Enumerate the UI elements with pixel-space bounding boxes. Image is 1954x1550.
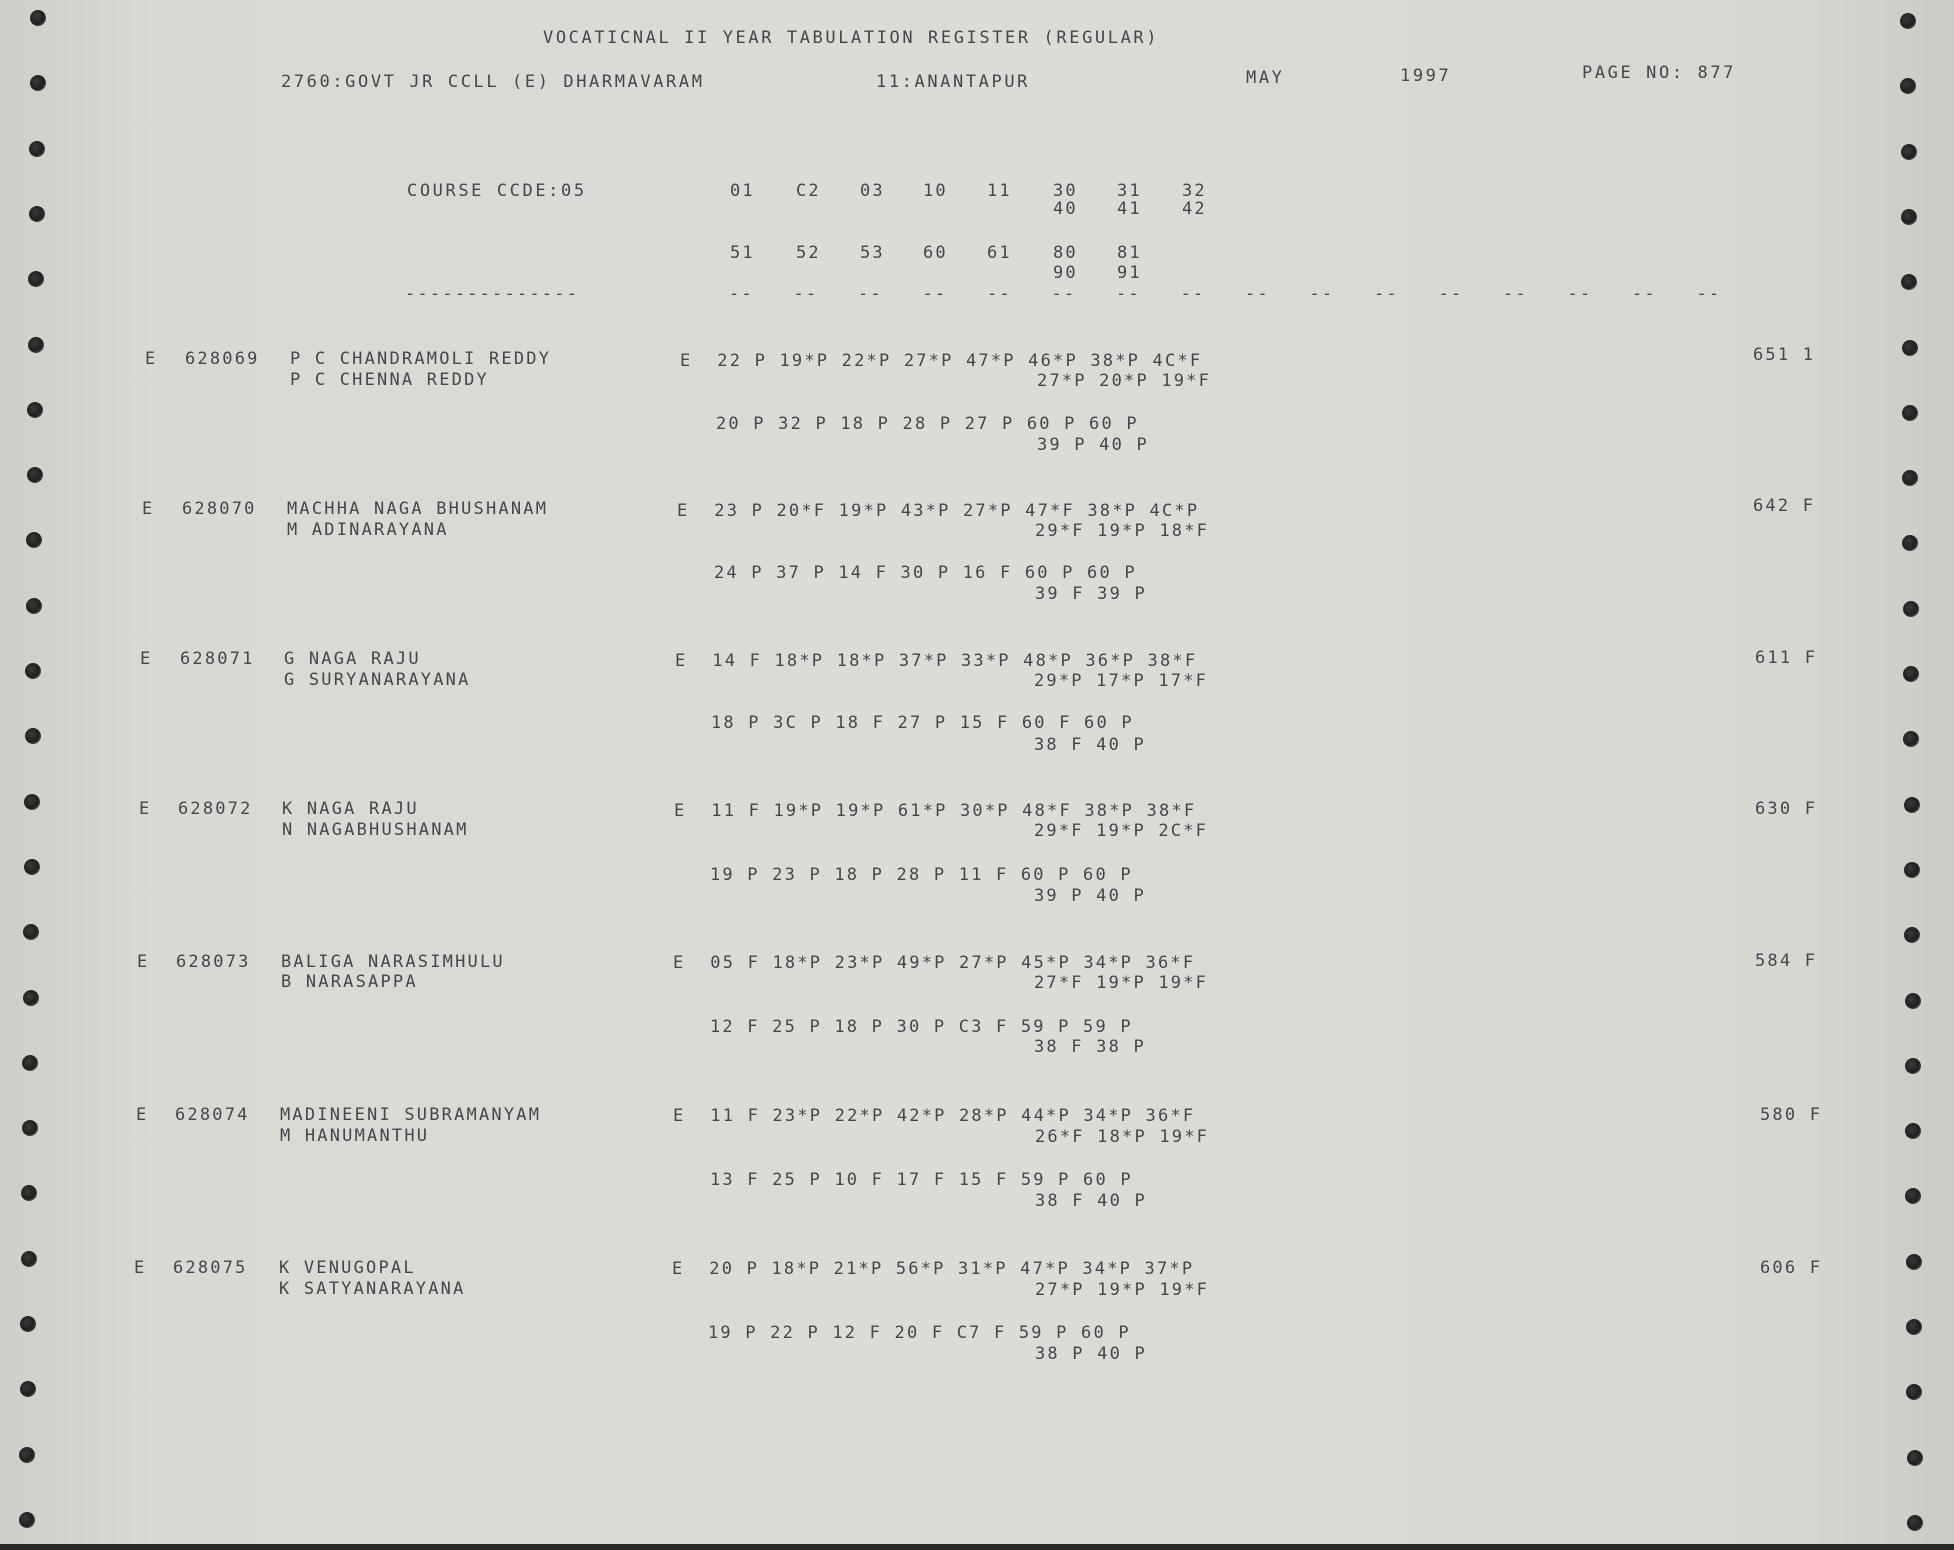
sprocket-hole (28, 271, 44, 287)
column-rule-dash: -- (1503, 284, 1528, 304)
marks-line-2b: 39 P 40 P (1037, 435, 1149, 455)
student-name: K VENUGOPAL (279, 1258, 416, 1278)
marks-line-1b: 27*P 20*P 19*F (1037, 371, 1212, 391)
student-record (0, 496, 1954, 619)
sprocket-hole (29, 206, 45, 222)
sprocket-hole (30, 10, 46, 26)
sprocket-hole (19, 1447, 35, 1463)
father-name: N NAGABHUSHANAM (282, 820, 469, 840)
column-rule-dash: -- (1374, 284, 1399, 304)
student-name: MACHHA NAGA BHUSHANAM (287, 499, 549, 519)
column-rule-dash: -- (1245, 284, 1270, 304)
label-rule: -------------- (405, 284, 580, 304)
register-number: 628069 (185, 349, 260, 369)
category: E (136, 1105, 149, 1125)
marks-line-1b: 29*F 19*P 2C*F (1034, 821, 1209, 841)
subject-code: 01 (730, 181, 755, 201)
column-rule-dash: -- (1180, 284, 1206, 304)
grand-total: 580 F (1760, 1105, 1823, 1125)
grand-total: 606 F (1760, 1258, 1823, 1278)
sprocket-hole (27, 467, 43, 483)
father-name: M ADINARAYANA (287, 520, 449, 540)
subject-code: 31 (1117, 181, 1142, 201)
marks-line-2: 18 P 3C P 18 F 27 P 15 F 60 F 60 P (711, 713, 1134, 733)
student-name: BALIGA NARASIMHULU (281, 952, 505, 972)
sprocket-hole (1901, 274, 1917, 290)
marks-line-1: E 05 F 18*P 23*P 49*P 27*P 45*P 34*P 36*F (673, 953, 1196, 973)
marks-line-2: 19 P 22 P 12 F 20 F C7 F 59 P 60 P (708, 1323, 1131, 1343)
student-name: P C CHANDRAMOLI REDDY (290, 349, 552, 369)
student-record (0, 799, 1954, 919)
marks-line-2: 20 P 32 P 18 P 28 P 27 P 60 P 60 P (716, 414, 1139, 434)
column-rule-dash: -- (729, 284, 754, 304)
register-number: 628073 (176, 952, 251, 972)
subject-code: 30 (1053, 181, 1078, 201)
subject-code: 51 (730, 243, 755, 263)
sprocket-hole (1907, 1515, 1923, 1531)
father-name: M HANUMANTHU (280, 1126, 430, 1146)
marks-line-1: E 14 F 18*P 18*P 37*P 33*P 48*P 36*P 38*F (675, 651, 1198, 671)
marks-line-1b: 27*F 19*P 19*F (1034, 973, 1209, 993)
register-number: 628072 (178, 799, 253, 819)
sprocket-hole (1900, 13, 1916, 29)
column-rule-dash: -- (1632, 284, 1657, 304)
subject-code: 03 (860, 181, 885, 201)
student-record (0, 1258, 1954, 1378)
category: E (140, 649, 153, 669)
student-name: G NAGA RAJU (284, 649, 421, 669)
category: E (134, 1258, 147, 1278)
student-record (0, 952, 1954, 1072)
sprocket-hole (1904, 927, 1920, 943)
subject-code: C2 (796, 181, 821, 201)
sprocket-hole (23, 924, 39, 940)
marks-line-2b: 38 F 40 P (1035, 1191, 1147, 1211)
marks-line-2: 12 F 25 P 18 P 30 P C3 F 59 P 59 P (710, 1017, 1133, 1037)
column-rule-dash: -- (858, 284, 883, 304)
sprocket-hole (20, 1381, 36, 1397)
marks-line-1b: 27*P 19*P 19*F (1035, 1280, 1210, 1300)
exam-year: 1997 (1400, 66, 1452, 86)
subject-code: 42 (1182, 199, 1207, 219)
sprocket-hole (1907, 1450, 1923, 1466)
grand-total: 642 F (1753, 496, 1816, 516)
sprocket-hole (29, 141, 45, 157)
student-record (0, 649, 1954, 769)
marks-line-2: 13 F 25 P 10 F 17 F 15 F 59 P 60 P (710, 1170, 1133, 1190)
marks-line-2b: 38 F 40 P (1034, 735, 1146, 755)
grand-total: 611 F (1755, 648, 1818, 668)
marks-line-2b: 39 P 40 P (1034, 886, 1146, 906)
sprocket-hole (1906, 1384, 1922, 1400)
sprocket-hole (1900, 78, 1916, 94)
page-number: PAGE NO: 877 (1582, 63, 1737, 83)
grand-total: 630 F (1755, 799, 1818, 819)
subject-code: 53 (860, 243, 885, 263)
marks-line-2b: 38 F 38 P (1034, 1037, 1146, 1057)
student-name: MADINEENI SUBRAMANYAM (280, 1105, 542, 1125)
student-name: K NAGA RAJU (282, 799, 419, 819)
marks-line-2b: 38 P 40 P (1035, 1344, 1147, 1364)
student-record (0, 345, 1954, 469)
father-name: G SURYANARAYANA (284, 670, 471, 690)
category: E (145, 349, 158, 369)
register-number: 628071 (180, 649, 255, 669)
column-rule-dash: -- (1696, 284, 1722, 304)
column-rule-dash: -- (922, 284, 948, 304)
subject-code: 41 (1117, 199, 1142, 219)
student-record (0, 1105, 1954, 1225)
marks-line-2: 24 P 37 P 14 F 30 P 16 F 60 P 60 P (714, 563, 1137, 583)
category: E (139, 799, 152, 819)
subject-code: 52 (796, 243, 821, 263)
course-code-label: COURSE CCDE:05 (407, 181, 587, 201)
subject-code: 11 (987, 181, 1012, 201)
column-rule-dash: -- (1051, 284, 1077, 304)
column-rule-dash: -- (987, 284, 1012, 304)
column-rule-dash: -- (1116, 284, 1141, 304)
sprocket-hole (1901, 209, 1917, 225)
sprocket-hole (1902, 470, 1918, 486)
register-number: 628070 (182, 499, 257, 519)
marks-line-1: E 11 F 23*P 22*P 42*P 28*P 44*P 34*P 36*F (673, 1106, 1196, 1126)
register-number: 628075 (173, 1258, 248, 1278)
column-rule-dash: -- (1438, 284, 1464, 304)
subject-code: 60 (923, 243, 948, 263)
register-title: VOCATICNAL II YEAR TABULATION REGISTER (REGULAR) (543, 28, 1160, 48)
subject-code: 81 (1117, 243, 1142, 263)
grand-total: 584 F (1755, 951, 1818, 971)
marks-line-1: E 20 P 18*P 21*P 56*P 31*P 47*P 34*P 37*P (672, 1259, 1195, 1279)
district-name: 11:ANANTAPUR (876, 72, 1031, 92)
marks-line-1b: 29*F 19*P 18*F (1035, 521, 1210, 541)
column-rule-dash: -- (793, 284, 819, 304)
column-rule-dash: -- (1567, 284, 1593, 304)
father-name: K SATYANARAYANA (279, 1279, 466, 1299)
subject-code: 61 (987, 243, 1012, 263)
subject-code: 40 (1053, 199, 1078, 219)
subject-code: 32 (1182, 181, 1207, 201)
sprocket-hole (30, 75, 46, 91)
subject-code: 10 (923, 181, 948, 201)
sprocket-hole (1901, 144, 1917, 160)
marks-line-1b: 29*P 17*P 17*F (1034, 671, 1209, 691)
subject-code: 91 (1117, 263, 1142, 283)
marks-line-2: 19 P 23 P 18 P 28 P 11 F 60 P 60 P (710, 865, 1133, 885)
category: E (142, 499, 155, 519)
sprocket-hole (19, 1512, 35, 1528)
subject-code: 90 (1053, 263, 1078, 283)
father-name: P C CHENNA REDDY (290, 370, 489, 390)
marks-line-1b: 26*F 18*P 19*F (1035, 1127, 1210, 1147)
exam-month: MAY (1246, 68, 1285, 88)
father-name: B NARASAPPA (281, 972, 418, 992)
category: E (137, 952, 150, 972)
register-number: 628074 (175, 1105, 250, 1125)
column-rule-dash: -- (1309, 284, 1335, 304)
marks-line-1: E 23 P 20*F 19*P 43*P 27*P 47*F 38*P 4C*P (677, 501, 1200, 521)
college-name: 2760:GOVT JR CCLL (E) DHARMAVARAM (281, 72, 705, 92)
subject-code: 80 (1053, 243, 1078, 263)
grand-total: 651 1 (1753, 345, 1816, 365)
marks-line-2b: 39 F 39 P (1035, 584, 1147, 604)
marks-line-1: E 22 P 19*P 22*P 27*P 47*P 46*P 38*P 4C*F (680, 351, 1203, 371)
marks-line-1: E 11 F 19*P 19*P 61*P 30*P 48*F 38*P 38*F (674, 801, 1197, 821)
